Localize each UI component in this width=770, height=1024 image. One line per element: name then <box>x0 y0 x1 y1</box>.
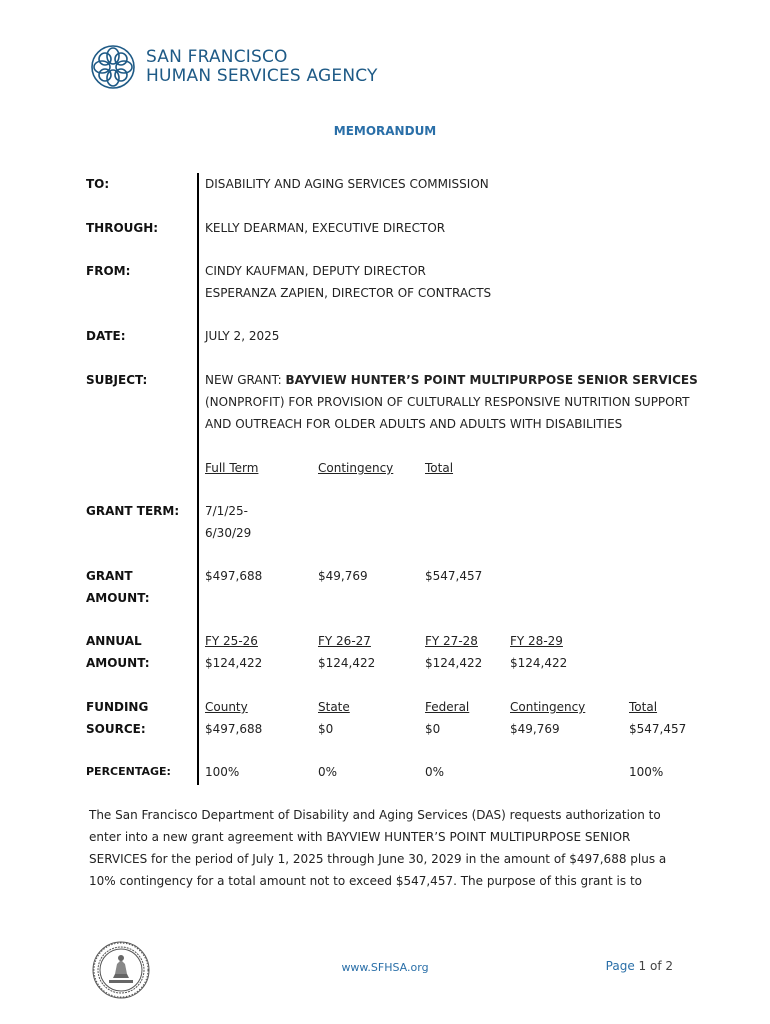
from-label: FROM: <box>86 264 131 278</box>
grant-amount-contingency: $49,769 <box>318 569 368 583</box>
annual-amount-4: $124,422 <box>510 656 568 670</box>
agency-name <box>146 48 378 86</box>
funding-amount-contingency: $49,769 <box>510 722 560 736</box>
grant-amount-label-2: AMOUNT: <box>86 591 150 605</box>
percentage-state: 0% <box>318 765 338 779</box>
funding-amount-county: $497,688 <box>205 722 263 736</box>
col-total: Total <box>425 461 454 475</box>
col-full-term: Full Term <box>205 461 259 475</box>
subject-line-3: AND OUTREACH FOR OLDER ADULTS AND ADULTS WITH DISABILITIES <box>205 417 623 431</box>
subject-grantee: BAYVIEW HUNTER’S POINT MULTIPURPOSE SENIOR SERVICES <box>285 373 698 387</box>
to-label: TO: <box>86 177 110 191</box>
grant-amount-label-1: GRANT <box>86 569 133 583</box>
subject-line-2: (NONPROFIT) FOR PROVISION OF CULTURALLY RESPONSIVE NUTRITION SUPPORT <box>205 395 690 409</box>
funding-amount-state: $0 <box>318 722 334 736</box>
funding-name-county: County <box>205 700 248 714</box>
body-paragraph <box>89 804 689 892</box>
annual-fy-3: FY 27-28 <box>425 634 478 648</box>
page-word: Page <box>605 959 635 973</box>
through-label: THROUGH: <box>86 221 159 235</box>
grant-term-value-2: 6/30/29 <box>205 526 252 540</box>
grant-amount-total: $547,457 <box>425 569 483 583</box>
body-line-1: The San Francisco Department of Disability and Aging Services (DAS) requests authorization to <box>89 808 661 822</box>
funding-name-state: State <box>318 700 350 714</box>
page-of: 1 of 2 <box>634 959 673 973</box>
annual-amount-label-1: ANNUAL <box>86 634 142 648</box>
annual-amount-2: $124,422 <box>318 656 376 670</box>
agency-logo <box>90 44 378 90</box>
from-value-2: ESPERANZA ZAPIEN, DIRECTOR OF CONTRACTS <box>205 286 492 300</box>
website-link[interactable]: www.SFHSA.org <box>341 961 429 974</box>
funding-source-label-2: SOURCE: <box>86 722 146 736</box>
body-line-3: SERVICES for the period of July 1, 2025 through June 30, 2029 in the amount of $497,688 plus a <box>89 852 667 866</box>
from-value-1: CINDY KAUFMAN, DEPUTY DIRECTOR <box>205 264 426 278</box>
annual-amount-1: $124,422 <box>205 656 263 670</box>
date-value: JULY 2, 2025 <box>205 329 280 343</box>
agency-name-line1: SAN FRANCISCO <box>146 47 288 67</box>
body-line-2: enter into a new grant agreement with BAYVIEW HUNTER’S POINT MULTIPURPOSE SENIOR <box>89 830 631 844</box>
grant-term-label: GRANT TERM: <box>86 504 180 518</box>
percentage-total: 100% <box>629 765 664 779</box>
funding-amount-federal: $0 <box>425 722 441 736</box>
page-number <box>606 959 673 973</box>
agency-name-line2: HUMAN SERVICES AGENCY <box>146 66 378 86</box>
percentage-federal: 0% <box>425 765 445 779</box>
funding-amount-total: $547,457 <box>629 722 687 736</box>
body-line-4: 10% contingency for a total amount not to exceed $547,457. The purpose of this grant is to <box>89 874 642 888</box>
annual-fy-2: FY 26-27 <box>318 634 371 648</box>
percentage-label: PERCENTAGE: <box>86 765 171 778</box>
annual-amount-3: $124,422 <box>425 656 483 670</box>
funding-name-federal: Federal <box>425 700 470 714</box>
grant-amount-full: $497,688 <box>205 569 263 583</box>
annual-fy-1: FY 25-26 <box>205 634 258 648</box>
memo-title: MEMORANDUM <box>333 124 437 138</box>
agency-logo-icon <box>90 44 136 90</box>
to-value: DISABILITY AND AGING SERVICES COMMISSION <box>205 177 489 191</box>
date-label: DATE: <box>86 329 126 343</box>
grant-term-value-1: 7/1/25- <box>205 504 248 518</box>
percentage-county: 100% <box>205 765 240 779</box>
funding-name-total: Total <box>629 700 658 714</box>
through-value: KELLY DEARMAN, EXECUTIVE DIRECTOR <box>205 221 446 235</box>
subject-line-1 <box>205 369 698 391</box>
annual-fy-4: FY 28-29 <box>510 634 563 648</box>
funding-name-contingency: Contingency <box>510 700 586 714</box>
vertical-divider <box>197 173 199 785</box>
annual-amount-label-2: AMOUNT: <box>86 656 150 670</box>
funding-source-label-1: FUNDING <box>86 700 149 714</box>
subject-prefix: NEW GRANT: <box>205 373 286 387</box>
subject-label: SUBJECT: <box>86 373 148 387</box>
col-contingency: Contingency <box>318 461 394 475</box>
